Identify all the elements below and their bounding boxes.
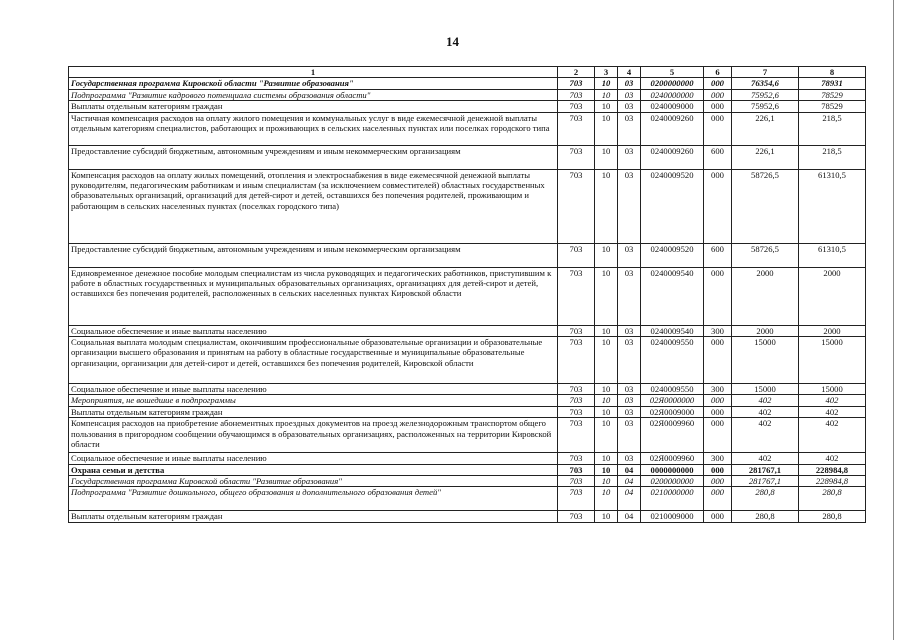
amount-year1-cell: 281767,1	[732, 476, 799, 487]
amount-year1-cell: 402	[732, 418, 799, 453]
row-name-cell: Охрана семьи и детства	[69, 464, 558, 475]
amount-year1-cell: 75952,6	[732, 101, 799, 112]
amount-year2-cell: 15000	[799, 337, 866, 384]
amount-year2-cell: 2000	[799, 325, 866, 336]
row-name-cell: Компенсация расходов на приобретение абонементных проездных документов на проезд железнодорожным транспортом общего пользования в пригородном сообщении обучающимся в образовательных организациях, расположенных на территории Кировской области	[69, 418, 558, 453]
amount-year1-cell: 226,1	[732, 112, 799, 145]
subsection-cell: 03	[618, 406, 641, 417]
target-article-cell: 02Я0000000	[641, 395, 704, 406]
expense-type-cell: 000	[704, 464, 732, 475]
section-cell: 10	[595, 384, 618, 395]
target-article-cell: 0240000000	[641, 89, 704, 100]
target-article-cell: 0210000000	[641, 487, 704, 511]
table-row	[69, 337, 866, 384]
row-name-cell: Государственная программа Кировской области "Развитие образования"	[69, 476, 558, 487]
amount-year1-cell: 75952,6	[732, 89, 799, 100]
expense-type-cell: 000	[704, 78, 732, 89]
amount-year1-cell: 402	[732, 406, 799, 417]
section-cell: 10	[595, 243, 618, 267]
subsection-cell: 03	[618, 337, 641, 384]
subsection-cell: 03	[618, 89, 641, 100]
subsection-cell: 04	[618, 511, 641, 522]
amount-year2-cell: 280,8	[799, 487, 866, 511]
section-cell: 10	[595, 89, 618, 100]
target-article-cell: 02Я0009960	[641, 418, 704, 453]
row-name-cell: Социальное обеспечение и иные выплаты населению	[69, 453, 558, 464]
header-cell: 2	[558, 67, 595, 78]
target-article-cell: 0240009540	[641, 325, 704, 336]
budget-table	[68, 66, 866, 523]
amount-year1-cell: 58726,5	[732, 169, 799, 243]
amount-year2-cell: 61310,5	[799, 243, 866, 267]
code-cell: 703	[558, 78, 595, 89]
target-article-cell: 0240009000	[641, 101, 704, 112]
header-cell: 3	[595, 67, 618, 78]
target-article-cell: 0200000000	[641, 476, 704, 487]
subsection-cell: 03	[618, 101, 641, 112]
header-cell: 7	[732, 67, 799, 78]
section-cell: 10	[595, 511, 618, 522]
expense-type-cell: 300	[704, 325, 732, 336]
amount-year2-cell: 228984,8	[799, 476, 866, 487]
expense-type-cell: 000	[704, 169, 732, 243]
table-row	[69, 406, 866, 417]
target-article-cell: 0240009540	[641, 267, 704, 325]
expense-type-cell: 000	[704, 395, 732, 406]
section-cell: 10	[595, 476, 618, 487]
expense-type-cell: 000	[704, 337, 732, 384]
amount-year1-cell: 2000	[732, 325, 799, 336]
amount-year1-cell: 402	[732, 395, 799, 406]
row-name-cell: Социальное обеспечение и иные выплаты населению	[69, 384, 558, 395]
target-article-cell: 02Я0009000	[641, 406, 704, 417]
expense-type-cell: 300	[704, 384, 732, 395]
amount-year2-cell: 402	[799, 418, 866, 453]
subsection-cell: 03	[618, 384, 641, 395]
row-name-cell: Социальная выплата молодым специалистам, окончившим профессиональные образовательные организации и образовательные организации высшего образования и принятым на работу в областные государственные и муниципальные образовательные организации, организации для детей-сирот и детей, оставшихся без попечения родителей, Кировской области	[69, 337, 558, 384]
expense-type-cell: 000	[704, 476, 732, 487]
amount-year1-cell: 280,8	[732, 487, 799, 511]
amount-year1-cell: 58726,5	[732, 243, 799, 267]
target-article-cell: 0210009000	[641, 511, 704, 522]
table-row	[69, 267, 866, 325]
row-name-cell: Предоставление субсидий бюджетным, автономным учреждениям и иным некоммерческим организациям	[69, 243, 558, 267]
amount-year2-cell: 78931	[799, 78, 866, 89]
target-article-cell: 02Я0009960	[641, 453, 704, 464]
subsection-cell: 03	[618, 169, 641, 243]
amount-year2-cell: 280,8	[799, 511, 866, 522]
amount-year2-cell: 15000	[799, 384, 866, 395]
row-name-cell: Выплаты отдельным категориям граждан	[69, 406, 558, 417]
table-row	[69, 89, 866, 100]
code-cell: 703	[558, 384, 595, 395]
section-cell: 10	[595, 464, 618, 475]
row-name-cell: Подпрограмма "Развитие дошкольного, общего образования и дополнительного образования детей"	[69, 487, 558, 511]
code-cell: 703	[558, 101, 595, 112]
expense-type-cell: 300	[704, 453, 732, 464]
target-article-cell: 0200000000	[641, 78, 704, 89]
row-name-cell: Единовременное денежное пособие молодым специалистам из числа руководящих и педагогических работников, приступившим к работе в областных государственных и муниципальных образовательных организациях, организациях для детей-сирот и детей, оставшихся без попечения родителей, расположенных в сельских населенных пунктах Кировской области	[69, 267, 558, 325]
section-cell: 10	[595, 78, 618, 89]
header-cell: 1	[69, 67, 558, 78]
amount-year1-cell: 402	[732, 453, 799, 464]
target-article-cell: 0240009260	[641, 145, 704, 169]
expense-type-cell: 000	[704, 89, 732, 100]
code-cell: 703	[558, 267, 595, 325]
amount-year1-cell: 15000	[732, 337, 799, 384]
table-row	[69, 395, 866, 406]
amount-year2-cell: 218,5	[799, 112, 866, 145]
amount-year1-cell: 15000	[732, 384, 799, 395]
code-cell: 703	[558, 487, 595, 511]
table-row	[69, 112, 866, 145]
table-row	[69, 464, 866, 475]
section-cell: 10	[595, 487, 618, 511]
table-row	[69, 169, 866, 243]
code-cell: 703	[558, 337, 595, 384]
code-cell: 703	[558, 89, 595, 100]
amount-year1-cell: 76354,6	[732, 78, 799, 89]
code-cell: 703	[558, 476, 595, 487]
section-cell: 10	[595, 418, 618, 453]
table-row	[69, 78, 866, 89]
subsection-cell: 04	[618, 487, 641, 511]
code-cell: 703	[558, 406, 595, 417]
amount-year2-cell: 61310,5	[799, 169, 866, 243]
code-cell: 703	[558, 511, 595, 522]
row-name-cell: Государственная программа Кировской области "Развитие образования"	[69, 78, 558, 89]
table-row	[69, 511, 866, 522]
expense-type-cell: 000	[704, 487, 732, 511]
page-number: 14	[446, 34, 459, 49]
subsection-cell: 03	[618, 325, 641, 336]
amount-year1-cell: 2000	[732, 267, 799, 325]
page-edge-line	[893, 0, 894, 640]
amount-year2-cell: 228984,8	[799, 464, 866, 475]
table-row	[69, 325, 866, 336]
amount-year2-cell: 78529	[799, 89, 866, 100]
amount-year1-cell: 280,8	[732, 511, 799, 522]
code-cell: 703	[558, 453, 595, 464]
section-cell: 10	[595, 101, 618, 112]
code-cell: 703	[558, 169, 595, 243]
amount-year1-cell: 281767,1	[732, 464, 799, 475]
target-article-cell: 0240009260	[641, 112, 704, 145]
code-cell: 703	[558, 112, 595, 145]
row-name-cell: Компенсация расходов на оплату жилых помещений, отопления и электроснабжения в виде ежемесячной денежной выплаты руководителям, педагогическим работникам и иным специалистам (за исключением совместителей) областных государственных образовательных организаций, организаций для детей-сирот и детей, оставшихся без попечения родителей, проживающим и работающим в сельских населенных пунктах (поселках городского типа)	[69, 169, 558, 243]
table-row	[69, 101, 866, 112]
subsection-cell: 03	[618, 395, 641, 406]
expense-type-cell: 000	[704, 418, 732, 453]
amount-year2-cell: 402	[799, 395, 866, 406]
header-cell: 5	[641, 67, 704, 78]
amount-year2-cell: 2000	[799, 267, 866, 325]
table-row	[69, 487, 866, 511]
table-row	[69, 418, 866, 453]
header-cell: 8	[799, 67, 866, 78]
amount-year2-cell: 402	[799, 453, 866, 464]
code-cell: 703	[558, 145, 595, 169]
header-cell: 4	[618, 67, 641, 78]
expense-type-cell: 600	[704, 145, 732, 169]
table-row	[69, 243, 866, 267]
code-cell: 703	[558, 418, 595, 453]
section-cell: 10	[595, 406, 618, 417]
amount-year2-cell: 402	[799, 406, 866, 417]
amount-year2-cell: 78529	[799, 101, 866, 112]
expense-type-cell: 000	[704, 112, 732, 145]
row-name-cell: Частичная компенсация расходов на оплату жилого помещения и коммунальных услуг в виде ежемесячной денежной выплаты отдельным категориям специалистов, работающих и проживающих в сельских населенных пунктах или поселках городского типа	[69, 112, 558, 145]
row-name-cell: Подпрограмма "Развитие кадрового потенциала системы образования области"	[69, 89, 558, 100]
amount-year2-cell: 218,5	[799, 145, 866, 169]
target-article-cell: 0240009520	[641, 169, 704, 243]
section-cell: 10	[595, 395, 618, 406]
expense-type-cell: 000	[704, 511, 732, 522]
expense-type-cell: 000	[704, 406, 732, 417]
target-article-cell: 0240009520	[641, 243, 704, 267]
header-cell: 6	[704, 67, 732, 78]
section-cell: 10	[595, 337, 618, 384]
code-cell: 703	[558, 464, 595, 475]
table-header-row	[69, 67, 866, 78]
row-name-cell: Мероприятия, не вошедшие в подпрограммы	[69, 395, 558, 406]
subsection-cell: 03	[618, 112, 641, 145]
section-cell: 10	[595, 267, 618, 325]
code-cell: 703	[558, 243, 595, 267]
target-article-cell: 0240009550	[641, 384, 704, 395]
expense-type-cell: 000	[704, 267, 732, 325]
row-name-cell: Предоставление субсидий бюджетным, автономным учреждениям и иным некоммерческим организациям	[69, 145, 558, 169]
target-article-cell: 0240009550	[641, 337, 704, 384]
row-name-cell: Выплаты отдельным категориям граждан	[69, 511, 558, 522]
subsection-cell: 03	[618, 418, 641, 453]
subsection-cell: 04	[618, 476, 641, 487]
table-row	[69, 384, 866, 395]
code-cell: 703	[558, 325, 595, 336]
subsection-cell: 03	[618, 267, 641, 325]
row-name-cell: Выплаты отдельным категориям граждан	[69, 101, 558, 112]
subsection-cell: 03	[618, 243, 641, 267]
subsection-cell: 03	[618, 453, 641, 464]
table-row	[69, 453, 866, 464]
amount-year1-cell: 226,1	[732, 145, 799, 169]
subsection-cell: 03	[618, 145, 641, 169]
table-row	[69, 145, 866, 169]
section-cell: 10	[595, 112, 618, 145]
expense-type-cell: 000	[704, 101, 732, 112]
section-cell: 10	[595, 325, 618, 336]
section-cell: 10	[595, 169, 618, 243]
subsection-cell: 04	[618, 464, 641, 475]
code-cell: 703	[558, 395, 595, 406]
section-cell: 10	[595, 145, 618, 169]
table-row	[69, 476, 866, 487]
subsection-cell: 03	[618, 78, 641, 89]
section-cell: 10	[595, 453, 618, 464]
row-name-cell: Социальное обеспечение и иные выплаты населению	[69, 325, 558, 336]
expense-type-cell: 600	[704, 243, 732, 267]
target-article-cell: 0000000000	[641, 464, 704, 475]
